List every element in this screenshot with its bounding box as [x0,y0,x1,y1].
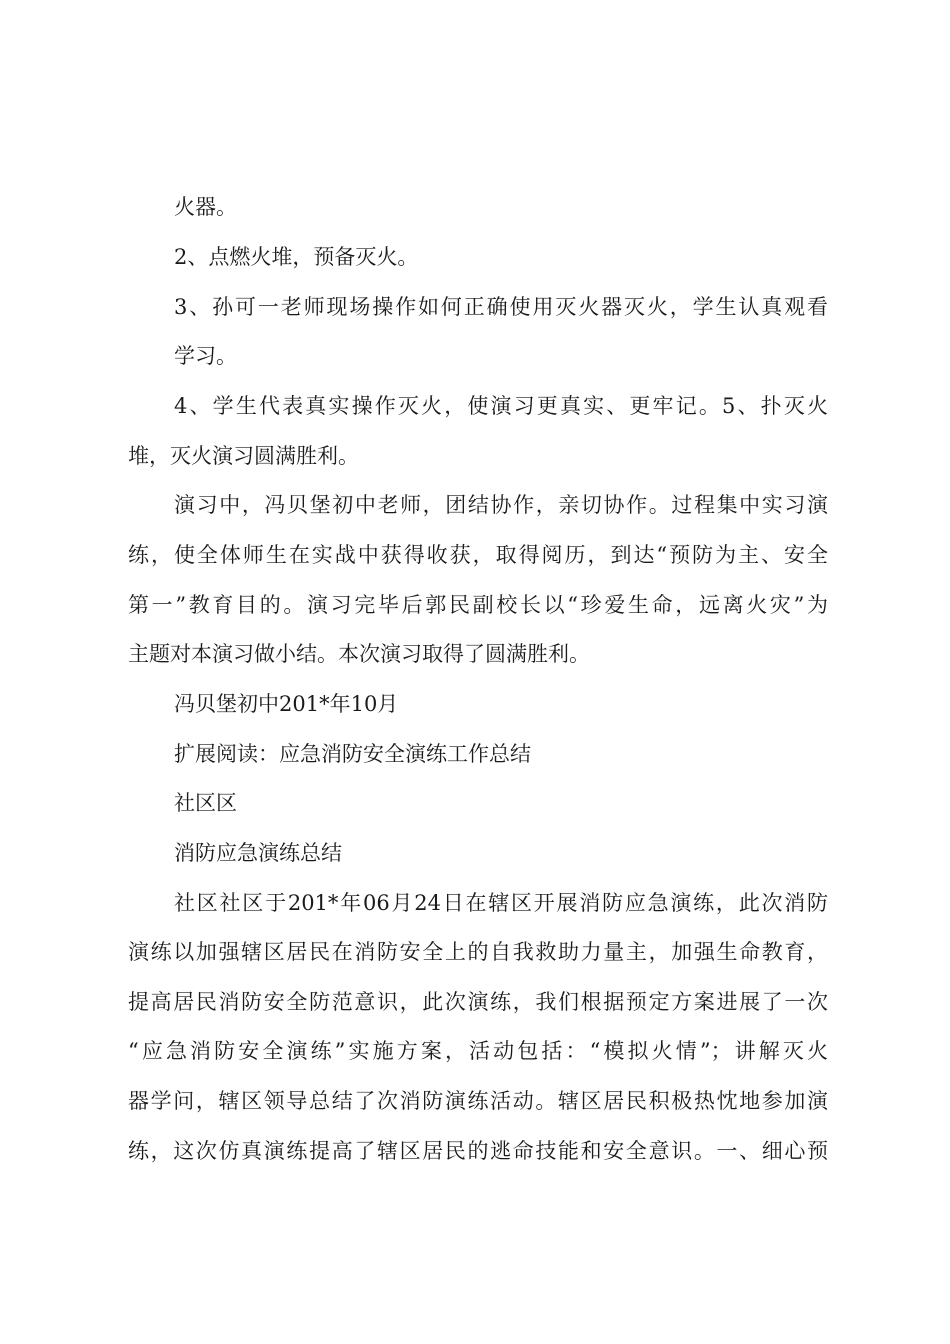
text-line: 练，这次仿真演练提高了辖区居民的逃命技能和安全意识。一、细心预 [128,1139,828,1163]
text-line: 4、学生代表真实操作灭火，使演习更真实、更牢记。5、扑灭火 [174,394,828,418]
text-line: 火器。 [174,195,237,219]
text-line: “应急消防安全演练”实施方案，活动包括：“模拟火情”；讲解灭火 [128,1039,828,1063]
text-line: 主题对本演习做小结。本次演习取得了圆满胜利。 [128,642,590,666]
text-line: 社区区 [174,791,237,815]
text-line: 扩展阅读：应急消防安全演练工作总结 [174,742,531,766]
text-line: 第一”教育目的。演习完毕后郭民副校长以“珍爱生命，远离火灾”为 [128,593,828,617]
text-line: 消防应急演练总结 [174,841,342,865]
text-line: 堆，灭火演习圆满胜利。 [128,444,359,468]
text-line: 提高居民消防安全防范意识，此次演练，我们根据预定方案进展了一次 [128,990,828,1014]
text-line: 演练以加强辖区居民在消防安全上的自我救助力量主，加强生命教育， [128,940,828,964]
text-line: 冯贝堡初中201*年10月 [174,692,399,716]
text-line: 器学问，辖区领导总结了次消防演练活动。辖区居民积极热忱地参加演 [128,1089,828,1113]
text-line: 社区社区于201*年06月24日在辖区开展消防应急演练，此次消防 [174,891,828,915]
text-line: 练，使全体师生在实战中获得收获，取得阅历，到达“预防为主、安全 [128,543,828,567]
text-line: 学习。 [174,344,237,368]
text-line: 演习中，冯贝堡初中老师，团结协作，亲切协作。过程集中实习演 [174,493,828,517]
text-line: 3、孙可一老师现场操作如何正确使用灭火器灭火，学生认真观看 [174,295,828,319]
text-line: 2、点燃火堆，预备灭火。 [174,245,419,269]
